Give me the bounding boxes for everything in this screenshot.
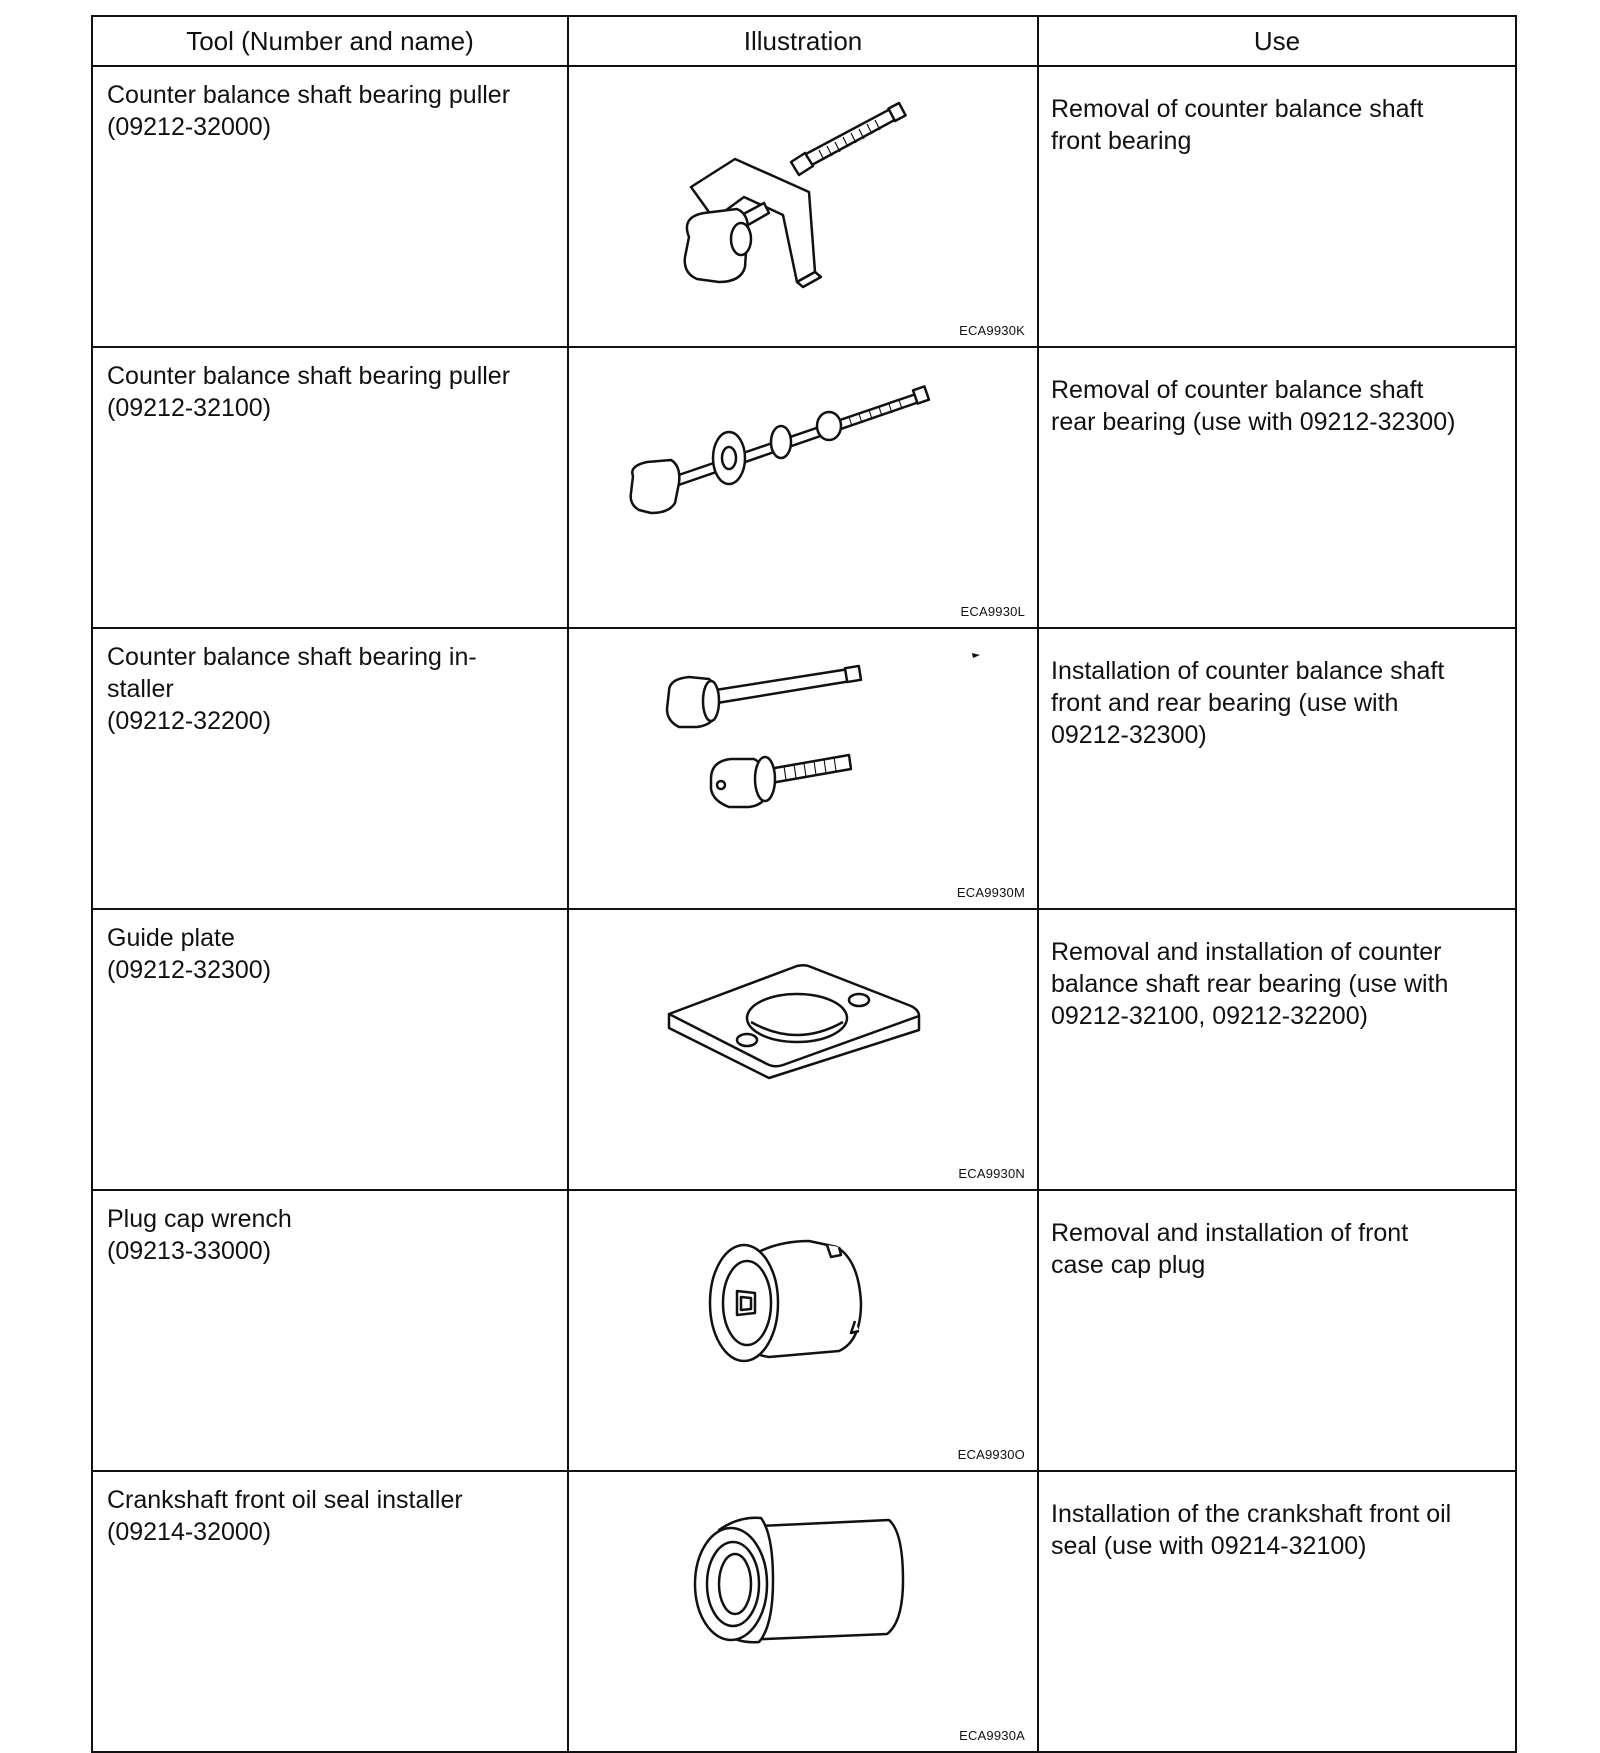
table-row bbox=[92, 1471, 1516, 1752]
figure-code: ECA9930O bbox=[957, 1447, 1025, 1462]
illustration-cell bbox=[568, 1471, 1038, 1752]
use-line: front bearing bbox=[1051, 127, 1192, 155]
use-cell bbox=[1038, 1190, 1516, 1471]
use-cell bbox=[1038, 909, 1516, 1190]
use-line: Removal of counter balance shaft bbox=[1051, 376, 1424, 404]
tool-number: (09212-32000) bbox=[107, 113, 272, 141]
header-row bbox=[92, 16, 1516, 66]
illustration-cell bbox=[568, 628, 1038, 909]
tool-name-cell bbox=[92, 628, 568, 909]
tool-number: (09214-32000) bbox=[107, 1518, 272, 1546]
figure-code: ECA9930N bbox=[958, 1166, 1025, 1181]
use-line: Removal and installation of counter bbox=[1051, 938, 1442, 966]
use-line: 09212-32100, 09212-32200) bbox=[1051, 1002, 1368, 1030]
use-line: Installation of the crankshaft front oil bbox=[1051, 1500, 1452, 1528]
tool-name-line: Counter balance shaft bearing puller bbox=[107, 362, 511, 390]
figure-code: ECA9930K bbox=[959, 323, 1025, 338]
tool-name-cell bbox=[92, 347, 568, 628]
figure-code: ECA9930L bbox=[960, 604, 1025, 619]
tool-name-line: Counter balance shaft bearing in- bbox=[107, 643, 477, 671]
use-line: case cap plug bbox=[1051, 1251, 1206, 1279]
use-cell bbox=[1038, 347, 1516, 628]
use-line: 09212-32300) bbox=[1051, 721, 1207, 749]
table-row bbox=[92, 628, 1516, 909]
bearing-puller-rod-icon bbox=[569, 348, 1039, 601]
use-cell bbox=[1038, 1471, 1516, 1752]
figure-code: ECA9930A bbox=[959, 1728, 1025, 1743]
illustration-cell bbox=[568, 1190, 1038, 1471]
table-row bbox=[92, 1190, 1516, 1471]
header-tool: Tool (Number and name) bbox=[92, 16, 568, 66]
tool-number: (09212-32300) bbox=[107, 956, 272, 984]
tool-name-line: Guide plate bbox=[107, 924, 235, 952]
use-line: seal (use with 09214-32100) bbox=[1051, 1532, 1367, 1560]
plug-cap-wrench-icon bbox=[569, 1191, 1039, 1444]
use-line: front and rear bearing (use with bbox=[1051, 689, 1399, 717]
tool-name-line: Counter balance shaft bearing puller bbox=[107, 81, 511, 109]
illustration-cell bbox=[568, 347, 1038, 628]
tool-number: (09212-32100) bbox=[107, 394, 272, 422]
tool-name-cell bbox=[92, 66, 568, 347]
guide-plate-icon bbox=[569, 910, 1039, 1163]
tool-number: (09212-32200) bbox=[107, 707, 272, 735]
use-line: rear bearing (use with 09212-32300) bbox=[1051, 408, 1456, 436]
tool-name-cell bbox=[92, 1471, 568, 1752]
use-cell bbox=[1038, 628, 1516, 909]
table-row bbox=[92, 909, 1516, 1190]
use-line: Installation of counter balance shaft bbox=[1051, 657, 1445, 685]
use-line: Removal of counter balance shaft bbox=[1051, 95, 1424, 123]
table-row bbox=[92, 347, 1516, 628]
use-line: Removal and installation of front bbox=[1051, 1219, 1409, 1247]
illustration-cell bbox=[568, 909, 1038, 1190]
header-illustration: Illustration bbox=[568, 16, 1038, 66]
tool-name-line: Plug cap wrench bbox=[107, 1205, 292, 1233]
figure-code: ECA9930M bbox=[956, 885, 1025, 900]
tool-name-line: Crankshaft front oil seal installer bbox=[107, 1486, 463, 1514]
illustration-cell bbox=[568, 66, 1038, 347]
oil-seal-installer-icon bbox=[569, 1472, 1039, 1725]
tool-number: (09213-33000) bbox=[107, 1237, 272, 1265]
bearing-puller-clamp-icon bbox=[569, 67, 1039, 320]
tool-name-line: staller bbox=[107, 675, 174, 703]
use-cell bbox=[1038, 66, 1516, 347]
bearing-installer-icon bbox=[569, 629, 1039, 882]
use-line: balance shaft rear bearing (use with bbox=[1051, 970, 1449, 998]
tool-name-cell bbox=[92, 1190, 568, 1471]
header-use: Use bbox=[1038, 16, 1516, 66]
tool-name-cell bbox=[92, 909, 568, 1190]
table-row bbox=[92, 66, 1516, 347]
special-tools-table bbox=[91, 15, 1517, 1753]
